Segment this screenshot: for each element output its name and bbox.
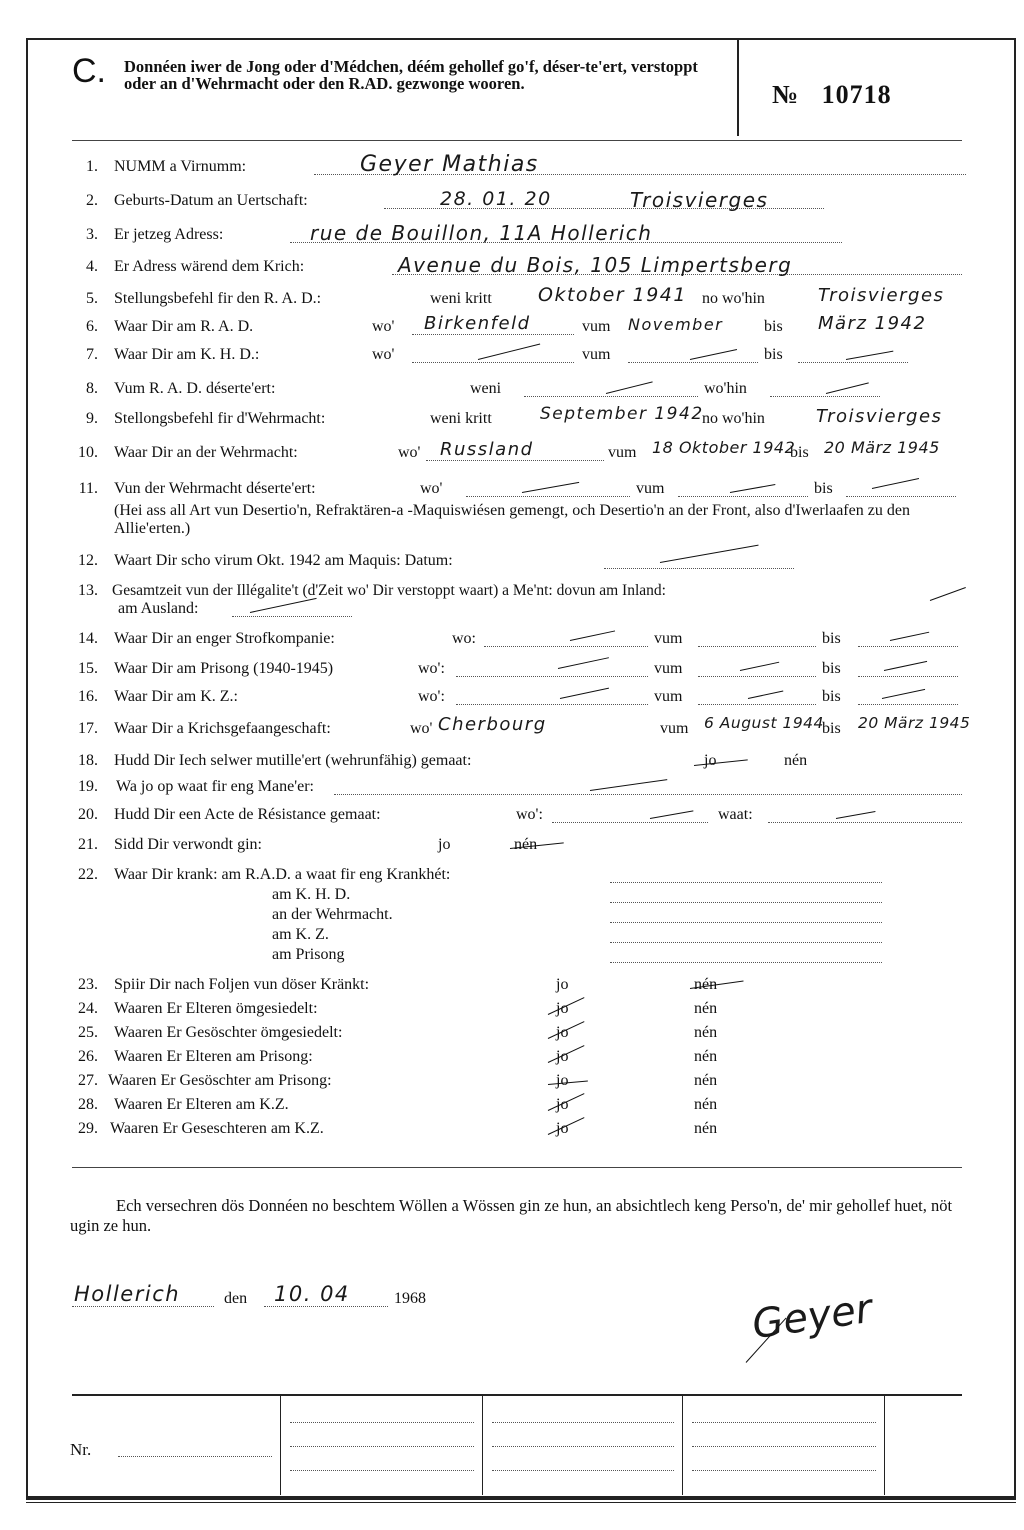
row-number: 25. (78, 1024, 98, 1041)
answer-line (858, 630, 958, 647)
bis-label: bis (764, 346, 783, 363)
option-jo: jo (556, 1072, 569, 1089)
row-13-abroad (0, 600, 1024, 624)
section-title: Donnéen iwer de Jong oder d'Médchen, déém gehollef go'f, déser-te'ert, verstoppt oder an d'Wehrmacht oder den R.AD. gezwonge wooren. (124, 57, 698, 93)
answer-line (456, 688, 648, 705)
answer-line (456, 660, 648, 677)
row-label: Waar Dir am K. H. D.: (114, 346, 260, 363)
footer-col-divider (682, 1395, 683, 1495)
section-letter: C. (72, 52, 106, 90)
answer-line (524, 380, 698, 397)
row-label: Wa jo op waat fir eng Mane'er: (116, 778, 314, 795)
footer-line (492, 1412, 674, 1423)
option-jo: jo (556, 1096, 569, 1113)
row-8 (0, 380, 1024, 404)
row-label: Hudd Dir Iech selwer mutille'ert (wehrunfähig) gemaat: (114, 752, 472, 769)
row-6 (0, 313, 1024, 342)
answer-line (610, 886, 882, 903)
row-2 (0, 188, 1024, 216)
vum-label: vum (654, 630, 683, 647)
row-label: Hudd Dir een Acte de Résistance gemaat: (114, 806, 381, 823)
row-number: 18. (78, 752, 98, 769)
answer-line (678, 480, 808, 497)
row-label: NUMM a Virnumm: (114, 158, 247, 175)
row-label: Waaren Er Geseschteren am K.Z. (110, 1120, 324, 1137)
row-label: Waaren Er Elteren am K.Z. (114, 1096, 289, 1113)
footer-line (492, 1460, 674, 1471)
signing-date: 10. 04 (274, 1282, 350, 1306)
row-label: Stellongsbefehl fir d'Wehrmacht: (114, 410, 326, 427)
row-number: 10. (78, 444, 98, 461)
footer-line (692, 1436, 876, 1447)
row-28 (0, 1096, 1024, 1120)
row-label: Er jetzeg Adress: (114, 226, 224, 243)
wo-label: wo' (398, 444, 421, 461)
footer-col-divider (280, 1395, 281, 1495)
vum-label: vum (582, 346, 611, 363)
row-number: 26. (78, 1048, 98, 1065)
row-number: 7. (86, 346, 98, 363)
row-15 (0, 660, 1024, 684)
row-label: Er Adress wärend dem Krich: (114, 258, 305, 275)
answer-line (628, 346, 758, 363)
wo-label: wo': (418, 688, 445, 705)
wohin-label: no wo'hin (702, 410, 765, 427)
row-23 (0, 976, 1024, 1000)
row-label: Waar Dir am R. A. D. (114, 318, 254, 335)
row-number: 20. (78, 806, 98, 823)
answer-rad-until: März 1942 (818, 313, 927, 334)
row-label: Waaren Er Gesöschter am Prisong: (108, 1072, 332, 1089)
answer-line (484, 630, 648, 647)
wo-label: wo' (372, 346, 395, 363)
row-16 (0, 688, 1024, 712)
row-number: 2. (86, 192, 98, 209)
row-label-abroad: am Ausland: (118, 600, 199, 617)
answer-wehrmacht-place: Troisvierges (816, 406, 943, 427)
option-jo: jo (704, 752, 717, 769)
row-12 (0, 552, 1024, 576)
row-11 (0, 480, 1024, 504)
option-jo: jo (438, 836, 451, 853)
row-number: 17. (78, 720, 98, 737)
answer-line (858, 660, 958, 677)
option-jo: jo (556, 1024, 569, 1041)
answer-birthdate: 28. 01. 20 (440, 188, 552, 210)
answer-address: rue de Bouillon, 11A Hollerich (310, 221, 653, 245)
answer-line (698, 630, 816, 647)
row-20 (0, 806, 1024, 830)
row-label: Spiir Dir nach Foljen vun döser Kränkt: (114, 976, 370, 993)
row-label: Waar Dir krank: am R.A.D. a waat fir eng Krankhét: (114, 866, 451, 883)
row-29 (0, 1120, 1024, 1144)
row-11-note: (Hei ass all Art vun Desertio'n, Refraktären-a -Maquiswiésen gemengt, och Desertio'n an der Front, also d'Iwerlaafen zu den Allie'erten.) (114, 502, 910, 537)
answer-line (768, 806, 962, 823)
answer-line (858, 688, 958, 705)
vum-label: vum (608, 444, 637, 461)
row-22-prisong (0, 946, 1024, 970)
row-label: Vun der Wehrmacht déserte'ert: (114, 480, 316, 497)
row-label: Waar Dir an enger Strofkompanie: (114, 630, 335, 647)
footer-line (290, 1460, 474, 1471)
row-number: 6. (86, 318, 98, 335)
weni-label: weni kritt (430, 410, 492, 427)
option-nen: nén (694, 1096, 718, 1113)
wo-label: wo' (372, 318, 395, 335)
option-nen: nén (694, 976, 718, 993)
option-nen: nén (784, 752, 808, 769)
row-label: Waart Dir scho virum Okt. 1942 am Maquis: Datum: (114, 552, 453, 569)
sub-label: am Prisong (272, 946, 345, 963)
row-26 (0, 1048, 1024, 1072)
wo-label: wo' (410, 720, 433, 737)
row-3 (0, 221, 1024, 250)
wohin-label: wo'hin (704, 380, 747, 397)
footer-line (692, 1412, 876, 1423)
answer-line (798, 346, 908, 363)
answer-rad-place: Troisvierges (818, 285, 945, 306)
footer-nr-line (118, 1444, 272, 1457)
footer-col-divider (482, 1395, 483, 1495)
row-label: Gesamtzeit vun der Illégalite't (d'Zeit wo' Dir verstoppt waart) a Me'nt: dovun am Inland: (112, 582, 666, 599)
answer-line (466, 480, 630, 497)
row-number: 8. (86, 380, 98, 397)
row-label: Vum R. A. D. déserte'ert: (114, 380, 276, 397)
row-label: Sidd Dir verwondt gin: (114, 836, 262, 853)
bis-label: bis (822, 660, 841, 677)
weni-label: weni kritt (430, 290, 492, 307)
option-nen: nén (694, 1120, 718, 1137)
row-label: Waar Dir am K. Z.: (114, 688, 238, 705)
bottom-rule (26, 1496, 1016, 1500)
answer-line (610, 906, 882, 923)
row-number: 29. (78, 1120, 98, 1137)
answer-birthplace: Troisvierges (630, 188, 769, 212)
sub-label: am K. Z. (272, 926, 329, 943)
footer-line (692, 1460, 876, 1471)
header-rule (72, 140, 962, 141)
row-4 (0, 253, 1024, 282)
option-jo: jo (556, 976, 569, 993)
row-number: 21. (78, 836, 98, 853)
row-label: Waar Dir am Prisong (1940-1945) (114, 660, 334, 677)
row-25 (0, 1024, 1024, 1048)
answer-wehrmacht-date: September 1942 (540, 404, 704, 424)
bis-label: bis (814, 480, 833, 497)
signing-year: 1968 (394, 1290, 426, 1307)
row-number: 24. (78, 1000, 98, 1017)
bis-label: bis (790, 444, 809, 461)
row-number: 5. (86, 290, 98, 307)
answer-wehrmacht-where: Russland (440, 439, 534, 460)
section-rule (72, 1167, 962, 1168)
option-jo: jo (556, 1000, 569, 1017)
row-label: Waar Dir an der Wehrmacht: (114, 444, 298, 461)
option-nen: nén (694, 1000, 718, 1017)
footer-table-rule (72, 1394, 962, 1396)
answer-pow-from: 6 August 1944 (704, 714, 824, 732)
wo-label: wo: (452, 630, 476, 647)
wo-label: wo': (516, 806, 543, 823)
header-divider (737, 40, 739, 136)
row-number: 15. (78, 660, 98, 677)
answer-rad-from: November (628, 315, 724, 334)
row-24 (0, 1000, 1024, 1024)
row-number: 16. (78, 688, 98, 705)
row-label: Geburts-Datum an Uertschaft: (114, 192, 308, 209)
row-number: 14. (78, 630, 98, 647)
answer-line (610, 866, 882, 883)
bis-label: bis (822, 630, 841, 647)
bis-label: bis (764, 318, 783, 335)
row-number: 19. (78, 778, 98, 795)
answer-line (698, 660, 816, 677)
row-number: 1. (86, 158, 98, 175)
wo-label: wo': (418, 660, 445, 677)
row-number: 3. (86, 226, 98, 243)
answer-wehrmacht-from: 18 Oktober 1942 (652, 438, 796, 457)
vum-label: vum (660, 720, 689, 737)
row-label: Waar Dir a Krichsgefaangeschaft: (114, 720, 331, 737)
answer-line (552, 806, 708, 823)
bottom-rule-thin (26, 1502, 1016, 1503)
signature: Geyer (749, 1285, 875, 1349)
row-27 (0, 1072, 1024, 1096)
footer-col-divider (884, 1395, 885, 1495)
declaration-text: Ech versechren dös Donnéen no beschtem Wöllen a Wössen gin ze hun, an absichtlech keng Perso'n, de' mir gehollef huet, nöt ugin ze hun. (70, 1196, 953, 1235)
row-10 (0, 438, 1024, 468)
answer-line (610, 946, 882, 963)
vum-label: vum (636, 480, 665, 497)
answer-line (610, 926, 882, 943)
option-nen: nén (694, 1048, 718, 1065)
den-label: den (224, 1290, 248, 1307)
row-number: 4. (86, 258, 98, 275)
row-14 (0, 630, 1024, 654)
option-jo: jo (556, 1120, 569, 1137)
answer-rad-where: Birkenfeld (424, 313, 531, 334)
footer-line (290, 1412, 474, 1423)
answer-line (334, 778, 962, 795)
weni-label: weni (470, 380, 502, 397)
option-nen: nén (514, 836, 538, 853)
row-label: Waaren Er Gesöschter ömgesiedelt: (114, 1024, 343, 1041)
footer-line (492, 1436, 674, 1447)
row-1 (0, 152, 1024, 182)
row-18 (0, 752, 1024, 776)
bis-label: bis (822, 720, 841, 737)
answer-pow-until: 20 März 1945 (858, 714, 971, 732)
row-number: 9. (86, 410, 98, 427)
row-number: 12. (78, 552, 98, 569)
number-value: 10718 (821, 80, 892, 109)
footer-line (290, 1436, 474, 1447)
sub-label: an der Wehrmacht. (272, 906, 393, 923)
option-nen: nén (694, 1024, 718, 1041)
option-jo: jo (556, 1048, 569, 1065)
vum-label: vum (654, 688, 683, 705)
row-number: 28. (78, 1096, 98, 1113)
form-number (772, 80, 892, 110)
row-number: 23. (78, 976, 98, 993)
row-label: Stellungsbefehl fir den R. A. D.: (114, 290, 322, 307)
row-label: Waaren Er Elteren am Prisong: (114, 1048, 313, 1065)
row-label: Waaren Er Elteren ömgesiedelt: (114, 1000, 318, 1017)
answer-rad-date: Oktober 1941 (538, 284, 687, 306)
row-17 (0, 714, 1024, 744)
bis-label: bis (822, 688, 841, 705)
row-19 (0, 778, 1024, 802)
row-9 (0, 404, 1024, 434)
row-number: 11. (78, 480, 98, 497)
footer-nr-label: Nr. (70, 1440, 92, 1459)
number-symbol: № (772, 80, 800, 109)
answer-name: Geyer Mathias (360, 152, 539, 177)
wohin-label: no wo'hin (702, 290, 765, 307)
answer-pow-where: Cherbourg (438, 714, 547, 735)
waat-label: waat: (718, 806, 753, 823)
wo-label: wo' (420, 480, 443, 497)
answer-wehrmacht-until: 20 März 1945 (824, 438, 940, 457)
sub-label: am K. H. D. (272, 886, 351, 903)
answer-war-address: Avenue du Bois, 105 Limpertsberg (398, 253, 793, 277)
row-number: 13. (78, 582, 98, 599)
vum-label: vum (654, 660, 683, 677)
option-nen: nén (694, 1072, 718, 1089)
row-number: 22. (78, 866, 98, 883)
signing-place: Hollerich (74, 1282, 181, 1306)
vum-label: vum (582, 318, 611, 335)
row-number: 27. (78, 1072, 98, 1089)
row-5 (0, 284, 1024, 314)
